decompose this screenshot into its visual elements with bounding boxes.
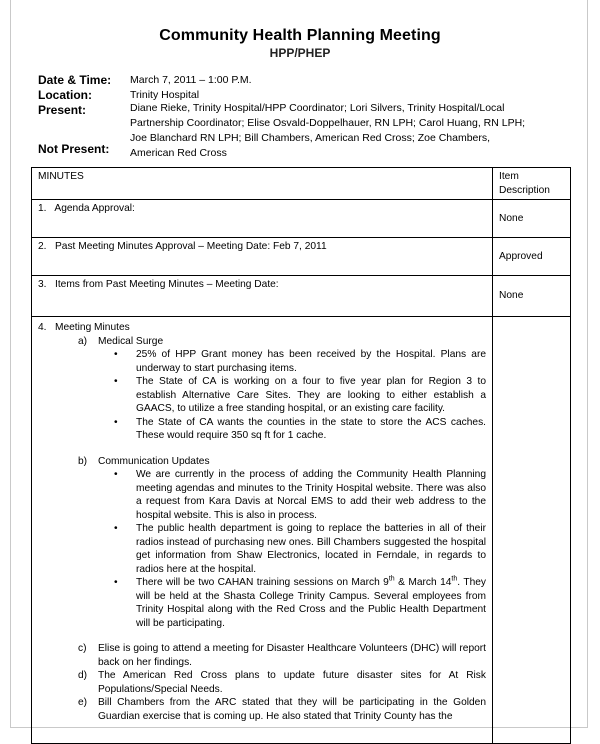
- subsection-letter: b): [78, 455, 88, 467]
- table-row: [32, 200, 571, 238]
- subsection-title: Medical Surge: [98, 335, 164, 347]
- row-description: [493, 317, 571, 744]
- bullet-list: [38, 468, 486, 630]
- table-row: [32, 238, 571, 276]
- bullet-text: The public health department is going to replace the batteries in all of their radios instead of purchasing new ones. Bill Chambers suggested the hospital get information from Shaw Electronics, located in Ferndale, in regards to radios here at the hospital.: [136, 523, 486, 575]
- bullet-text: There will be two CAHAN training sessions on March 9th & March 14th. They will be held at the Shasta College Trinity Campus. Several employees from Trinity Hospital along with the Red Cross and the Public Health Department will be participating.: [136, 575, 486, 629]
- bullet-text: The State of CA is working on a four to five year plan for Region 3 to establish Alternative Care Sites. They are looking to either establish a GAACS, to utilize a free standing hospital, or an existing care facility.: [136, 376, 486, 414]
- list-item: [114, 348, 486, 375]
- meeting-minutes-cell: [32, 317, 493, 744]
- subsection-c: [78, 642, 486, 669]
- list-item: [114, 522, 486, 576]
- location-value: Trinity Hospital: [130, 89, 200, 101]
- section-4-label: 4. Meeting Minutes: [38, 322, 130, 333]
- subsection-letter: c): [78, 643, 87, 654]
- bullet-icon: •: [114, 376, 118, 387]
- minutes-table: [31, 167, 571, 744]
- bullet-icon: •: [114, 416, 118, 428]
- row-description: None: [493, 276, 571, 317]
- subsection-e: [78, 696, 486, 723]
- list-item: [114, 416, 486, 443]
- subsection-letter: d): [78, 670, 88, 681]
- table-row: [32, 276, 571, 317]
- subsection-text: Bill Chambers from the ARC stated that they will be participating in the Golden Guardian exercise that is coming up. He also stated that Trinity County has the: [98, 697, 486, 722]
- subsection-letter: a): [78, 335, 88, 347]
- subsection-d: [78, 669, 486, 696]
- present-label: Present:: [38, 103, 87, 117]
- subsection-b: [78, 455, 486, 469]
- row-label: 1. Agenda Approval:: [32, 200, 493, 238]
- table-header-row: [32, 168, 571, 200]
- document-subtitle: HPP/PHEP: [269, 46, 331, 60]
- minutes-header: MINUTES: [32, 168, 493, 200]
- bullet-icon: •: [114, 469, 118, 480]
- bullet-list: [38, 348, 486, 443]
- bullet-text: We are currently in the process of adding the Community Health Planning meeting agendas and minutes to the Trinity Hospital website. There was also a request from Kara Davis at Norcal EMS to add their web address to the hospital website. This is also in process.: [136, 469, 486, 521]
- row-label: 2. Past Meeting Minutes Approval – Meeting Date: Feb 7, 2011: [32, 238, 493, 276]
- item-description-header: Item Description: [493, 168, 571, 200]
- table-row: [32, 317, 571, 744]
- bullet-text: 25% of HPP Grant money has been received by the Hospital. Plans are underway to start purchasing items.: [136, 349, 486, 374]
- subsection-text: Elise is going to attend a meeting for Disaster Healthcare Volunteers (DHC) will report back on her findings.: [98, 643, 486, 668]
- bullet-icon: •: [114, 349, 118, 360]
- location-label: Location:: [38, 88, 92, 102]
- present-value: Diane Rieke, Trinity Hospital/HPP Coordinator; Lori Silvers, Trinity Hospital/Local Partnership Coordinator; Elise Osvald-Doppelhauer, RN LPH; Carol Huang, RN LPH; Joe Blanchard RN LPH; Bill Chambers, American Red Cross; Zoe Chambers, American Red Cross: [130, 102, 526, 159]
- bullet-icon: •: [114, 577, 118, 588]
- date-value: March 7, 2011 – 1:00 P.M.: [130, 74, 252, 86]
- list-item: [114, 468, 486, 522]
- date-label: Date & Time:: [38, 73, 112, 87]
- list-item: [114, 375, 486, 416]
- not-present-label: Not Present:: [38, 142, 110, 156]
- list-item: [114, 576, 486, 630]
- subsection-text: The American Red Cross plans to update future disaster sites for At Risk Populations/Special Needs.: [98, 670, 486, 695]
- document-title: Community Health Planning Meeting: [159, 27, 441, 44]
- row-label: 3. Items from Past Meeting Minutes – Meeting Date:: [32, 276, 493, 317]
- bullet-icon: •: [114, 523, 118, 534]
- row-description: None: [493, 200, 571, 238]
- subsection-letter: e): [78, 697, 88, 708]
- bullet-text: The State of CA wants the counties in the state to store the ACS caches. These would require 350 sq ft for 1 cache.: [136, 416, 486, 441]
- subsection-title: Communication Updates: [98, 455, 210, 467]
- row-description: Approved: [493, 238, 571, 276]
- subsection-a: [78, 335, 486, 349]
